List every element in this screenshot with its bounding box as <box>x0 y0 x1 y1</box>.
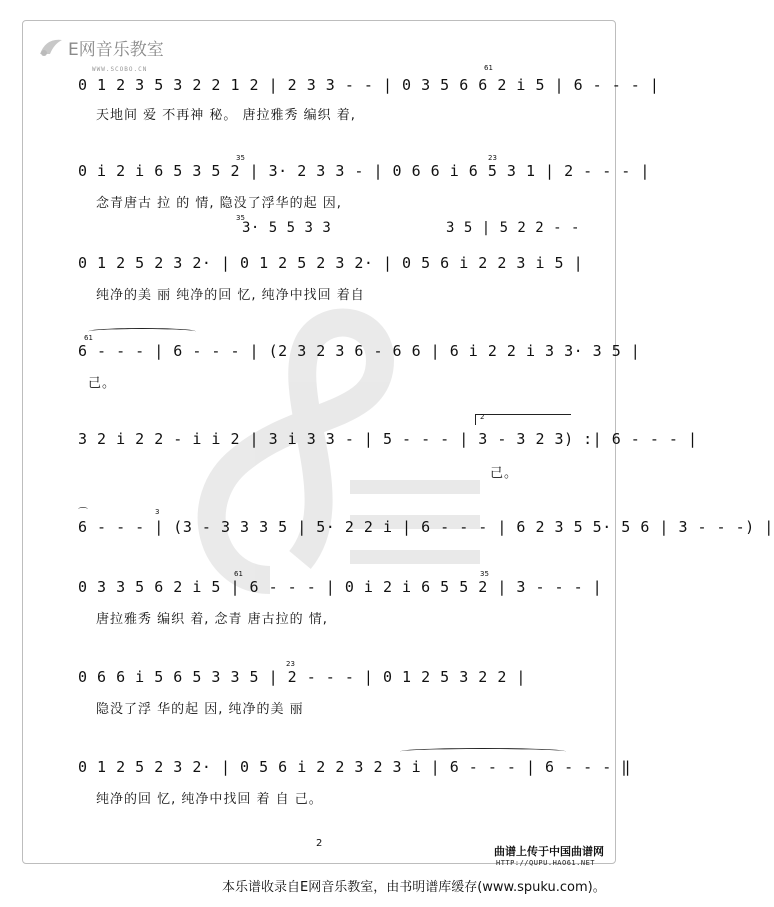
score-line-3: 0 1 2 5 2 3 2· | 0 1 2 5 2 3 2· | 0 5 6 i 2 2 3 i 5 | <box>78 254 584 272</box>
site-logo[interactable] <box>36 34 164 60</box>
credit-url[interactable]: HTTP://QUPU.HAO61.NET <box>496 859 596 867</box>
score-line-4: 6 - - - | 6 - - - | (2 3 2 3 6 - 6 6 | 6 i 2 2 i 3 3· 3 5 | <box>78 342 641 360</box>
site-url: WWW.SCOBO.CN <box>92 66 148 73</box>
lyric-line-9: 纯净的回 忆, 纯净中找回 着 自 己。 <box>96 792 323 807</box>
score-line-5: 3 2 i 2 2 - i i 2 | 3 i 3 3 - | 5 - - - | 3 - 3 2 3) :| 6 - - - | <box>78 430 698 448</box>
score-line-8: 0 6 6 i 5 6 5 3 3 5 | 2 - - - | 0 1 2 5 3 2 2 | <box>78 668 526 686</box>
score-line-6: 6 - - - | (3 - 3 3 3 5 | 5· 2 2 i | 6 - - - | 6 2 3 5 5· 5 6 | 3 - - -) | <box>78 518 774 536</box>
page-number: 2 <box>316 838 323 849</box>
volta-number: 2 <box>480 413 485 421</box>
lyric-line-8: 隐没了浮 华的起 因, 纯净的美 丽 <box>96 702 304 717</box>
slur <box>400 748 566 755</box>
score-line-9: 0 1 2 5 2 3 2· | 0 5 6 i 2 2 3 2 3 i | 6 - - - | 6 - - - ‖ <box>78 758 631 776</box>
logo-text: E网音乐教室 <box>68 39 164 60</box>
lyric-line-1: 天地间 爱 不再神 秘。 唐拉雅秀 编织 着, <box>96 108 356 123</box>
slur <box>88 328 196 335</box>
score-line-2: 0 i 2 i 6 5 3 5 2 | 3· 2 3 3 - | 0 6 6 i 6 5 3 1 | 2 - - - | <box>78 162 650 180</box>
grace-note: 35 <box>480 570 489 578</box>
music-note-icon <box>36 36 66 58</box>
grace-note: 35 <box>236 214 245 222</box>
lyric-line-2: 念青唐古 拉 的 情, 隐没了浮华的起 因, <box>96 196 342 211</box>
score-line-1: 0 1 2 3 5 3 2 2 1 2 | 2 3 3 - - | 0 3 5 6 6 2 i 5 | 6 - - - | <box>78 76 660 94</box>
lyric-line-3: 纯净的美 丽 纯净的回 忆, 纯净中找回 着自 <box>96 288 365 303</box>
score-alt-line-3: 3· 5 5 3 3 <box>242 220 332 236</box>
grace-note: 23 <box>488 154 497 162</box>
grace-note: 61 <box>84 334 93 342</box>
footer-note: 本乐谱收录自E网音乐教室，由书明谱库缓存(www.spuku.com)。 <box>222 880 606 895</box>
credit-line: 曲谱上传于中国曲谱网 <box>494 845 604 858</box>
lyric-line-5: 己。 <box>490 466 519 481</box>
fermata-icon: ⌒ <box>78 508 88 519</box>
grace-note: 61 <box>484 64 493 72</box>
score-line-7: 0 3 3 5 6 2 i 5 | 6 - - - | 0 i 2 i 6 5 5 2 | 3 - - - | <box>78 578 603 596</box>
lyric-line-7: 唐拉雅秀 编织 着, 念青 唐古拉的 情, <box>96 612 328 627</box>
grace-note: 61 <box>234 570 243 578</box>
grace-note: 35 <box>236 154 245 162</box>
grace-note: 3 <box>155 508 160 516</box>
volta-bracket <box>475 414 571 425</box>
lyric-line-4: 己。 <box>88 376 117 391</box>
score-alt2-line-3: 3 5 | 5 2 2 - - <box>446 220 580 236</box>
grace-note: 23 <box>286 660 295 668</box>
